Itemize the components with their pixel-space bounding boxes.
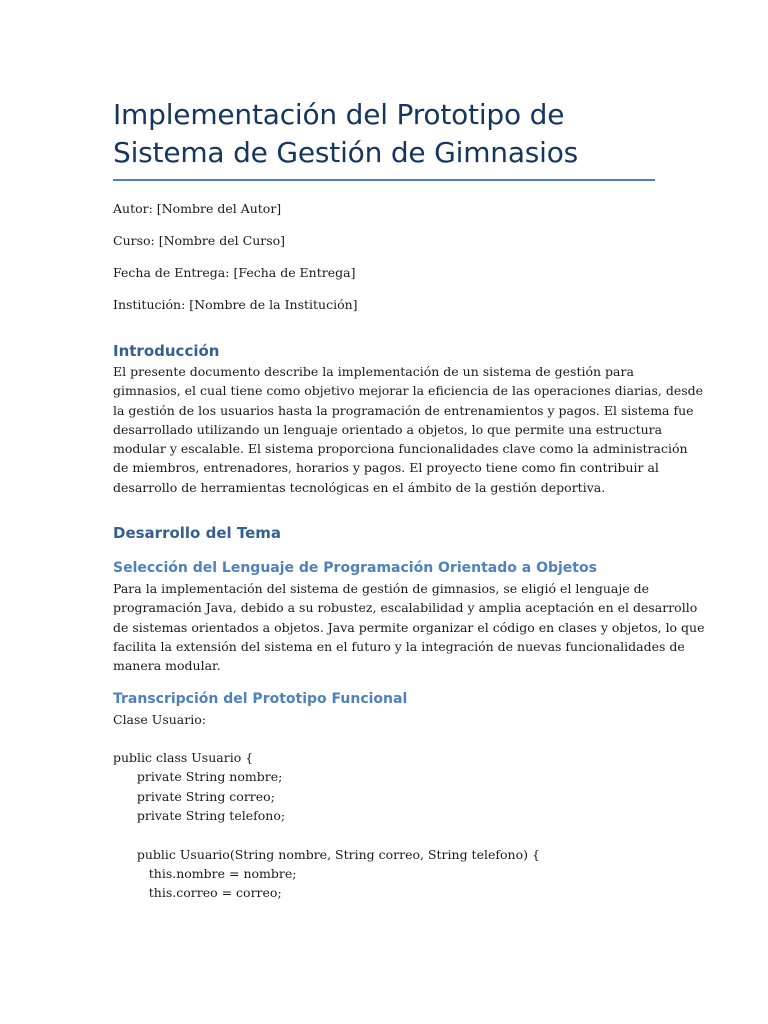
development-heading: Desarrollo del Tema: [113, 524, 282, 543]
due-date-line: Fecha de Entrega: [Fecha de Entrega]: [113, 265, 356, 280]
course-line: Curso: [Nombre del Curso]: [113, 233, 286, 248]
selection-line: programación Java, debido a su robustez, escalabilidad y amplia aceptación en el desarrollo: [113, 600, 698, 616]
title-underline: [113, 179, 655, 181]
intro-heading: Introducción: [113, 342, 220, 360]
code-line: this.correo = correo;: [113, 885, 282, 901]
selection-line: de sistemas orientados a objetos. Java permite organizar el código en clases y objetos, lo que: [113, 619, 705, 635]
code-line: [113, 825, 655, 844]
prototype-transcription-heading: Transcripción del Prototipo Funcional: [113, 690, 408, 707]
intro-line: modular y escalable. El sistema proporciona funcionalidades clave como la administración: [113, 441, 688, 457]
code-line: private String telefono;: [113, 808, 286, 824]
language-selection-paragraph: [113, 579, 705, 675]
language-selection-heading: Selección del Lenguaje de Programación Orientado a Objetos: [113, 560, 597, 577]
intro-line: desarrollo de herramientas tecnológicas en el ámbito de la gestión deportiva.: [113, 479, 606, 495]
title-line-2: Sistema de Gestión de Gimnasios: [113, 136, 579, 169]
document-page: [113, 96, 705, 903]
intro-line: desarrollado utilizando un lenguaje orientado a objetos, lo que permite una estructura: [113, 421, 663, 437]
selection-line: facilita la extensión del sistema en el futuro y la integración de nuevas funcionalidades de: [113, 638, 685, 654]
code-line: private String nombre;: [113, 769, 283, 785]
code-line: this.nombre = nombre;: [113, 865, 297, 881]
code-line: private String correo;: [113, 788, 275, 804]
intro-line: la gestión de los usuarios hasta la programación de entrenamientos y pagos. El sistema fue: [113, 402, 694, 418]
intro-line: El presente documento describe la implementación de un sistema de gestión para: [113, 364, 634, 379]
title-line-1: Implementación del Prototipo de: [113, 98, 565, 131]
document-title: [113, 96, 655, 172]
intro-line: gimnasios, el cual tiene como objetivo mejorar la eficiencia de las operaciones diarias, desde: [113, 383, 704, 399]
code-line: public class Usuario {: [113, 750, 254, 766]
code-listing: [113, 729, 655, 903]
code-line: public Usuario(String nombre, String correo, String telefono) {: [113, 846, 540, 862]
intro-line: de miembros, entrenadores, horarios y pagos. El proyecto tiene como fin contribuir al: [113, 460, 659, 476]
code-line: [113, 729, 655, 748]
intro-paragraph: [113, 362, 704, 497]
author-line: Autor: [Nombre del Autor]: [113, 201, 282, 216]
selection-line: Para la implementación del sistema de gestión de gimnasios, se eligió el lenguaje de: [113, 581, 650, 597]
institution-line: Institución: [Nombre de la Institución]: [113, 297, 358, 312]
class-label: Clase Usuario:: [113, 711, 206, 727]
selection-line: manera modular.: [113, 658, 221, 674]
